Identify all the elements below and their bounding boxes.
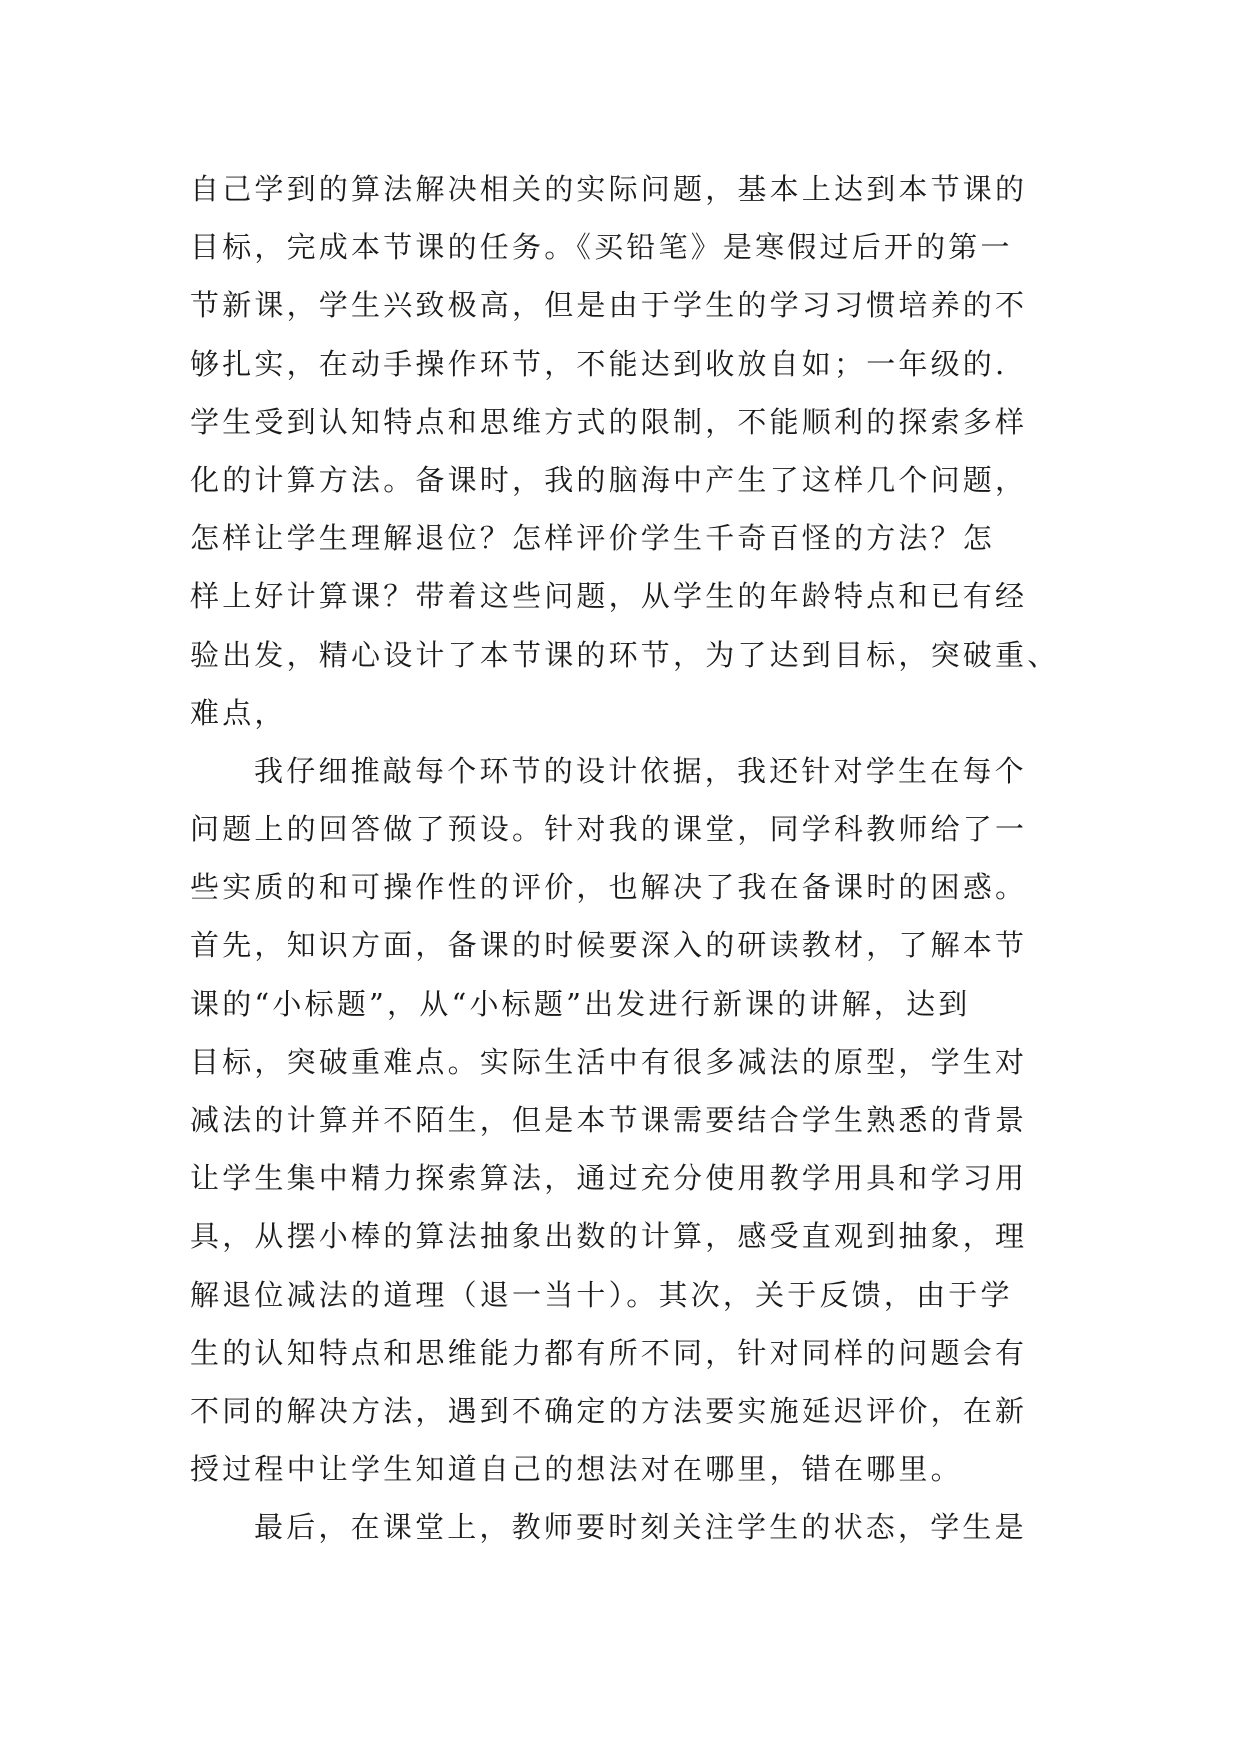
text-line: 些实质的和可操作性的评价，也解决了我在备课时的困惑。: [190, 870, 1028, 905]
text-line: 节新课，学生兴致极高，但是由于学生的学习习惯培养的不: [190, 288, 1028, 323]
text-line: 化的计算方法。备课时，我的脑海中产生了这样几个问题，: [190, 462, 1028, 497]
text-line: 验出发，精心设计了本节课的环节，为了达到目标，突破重、: [190, 637, 1060, 672]
paragraph-first-line: 我仔细推敲每个环节的设计依据，我还针对学生在每个: [254, 753, 1027, 788]
text-line: 授过程中让学生知道自己的想法对在哪里，错在哪里。: [190, 1452, 963, 1487]
body-text: [190, 160, 1070, 1557]
text-line: 问题上的回答做了预设。针对我的课堂，同学科教师给了一: [190, 812, 1028, 847]
paragraph-first-line: 最后，在课堂上，教师要时刻关注学生的状态，学生是: [254, 1510, 1027, 1545]
text-line: 首先，知识方面，备课的时候要深入的研读教材，了解本节: [190, 928, 1028, 963]
text-line: 目标，完成本节课的任务。《买铅笔》是寒假过后开的第一: [190, 230, 1013, 265]
text-line: 具，从摆小棒的算法抽象出数的计算，感受直观到抽象，理: [190, 1219, 1028, 1254]
text-line: 目标，突破重难点。实际生活中有很多减法的原型，学生对: [190, 1044, 1028, 1079]
text-line: 让学生集中精力探索算法，通过充分使用教学用具和学习用: [190, 1161, 1028, 1196]
text-line: 不同的解决方法，遇到不确定的方法要实施延迟评价，在新: [190, 1393, 1028, 1428]
text-line: 自己学到的算法解决相关的实际问题，基本上达到本节课的: [190, 172, 1028, 206]
text-line: 怎样让学生理解退位？怎样评价学生千奇百怪的方法？怎: [190, 521, 996, 556]
text-line: 够扎实，在动手操作环节，不能达到收放自如；一年级的.: [190, 346, 1008, 381]
text-line: 减法的计算并不陌生，但是本节课需要结合学生熟悉的背景: [190, 1103, 1028, 1137]
text-line: 难点，: [190, 695, 287, 730]
text-line: 课的“小标题”，从“小标题”出发进行新课的讲解，达到: [190, 986, 971, 1021]
text-line: 生的认知特点和思维能力都有所不同，针对同样的问题会有: [190, 1335, 1028, 1370]
text-line: 学生受到认知特点和思维方式的限制，不能顺利的探索多样: [190, 404, 1028, 439]
text-line: 样上好计算课？带着这些问题，从学生的年龄特点和已有经: [190, 579, 1028, 614]
text-line: 解退位减法的道理（退一当十）。其次，关于反馈，由于学: [190, 1277, 1013, 1312]
